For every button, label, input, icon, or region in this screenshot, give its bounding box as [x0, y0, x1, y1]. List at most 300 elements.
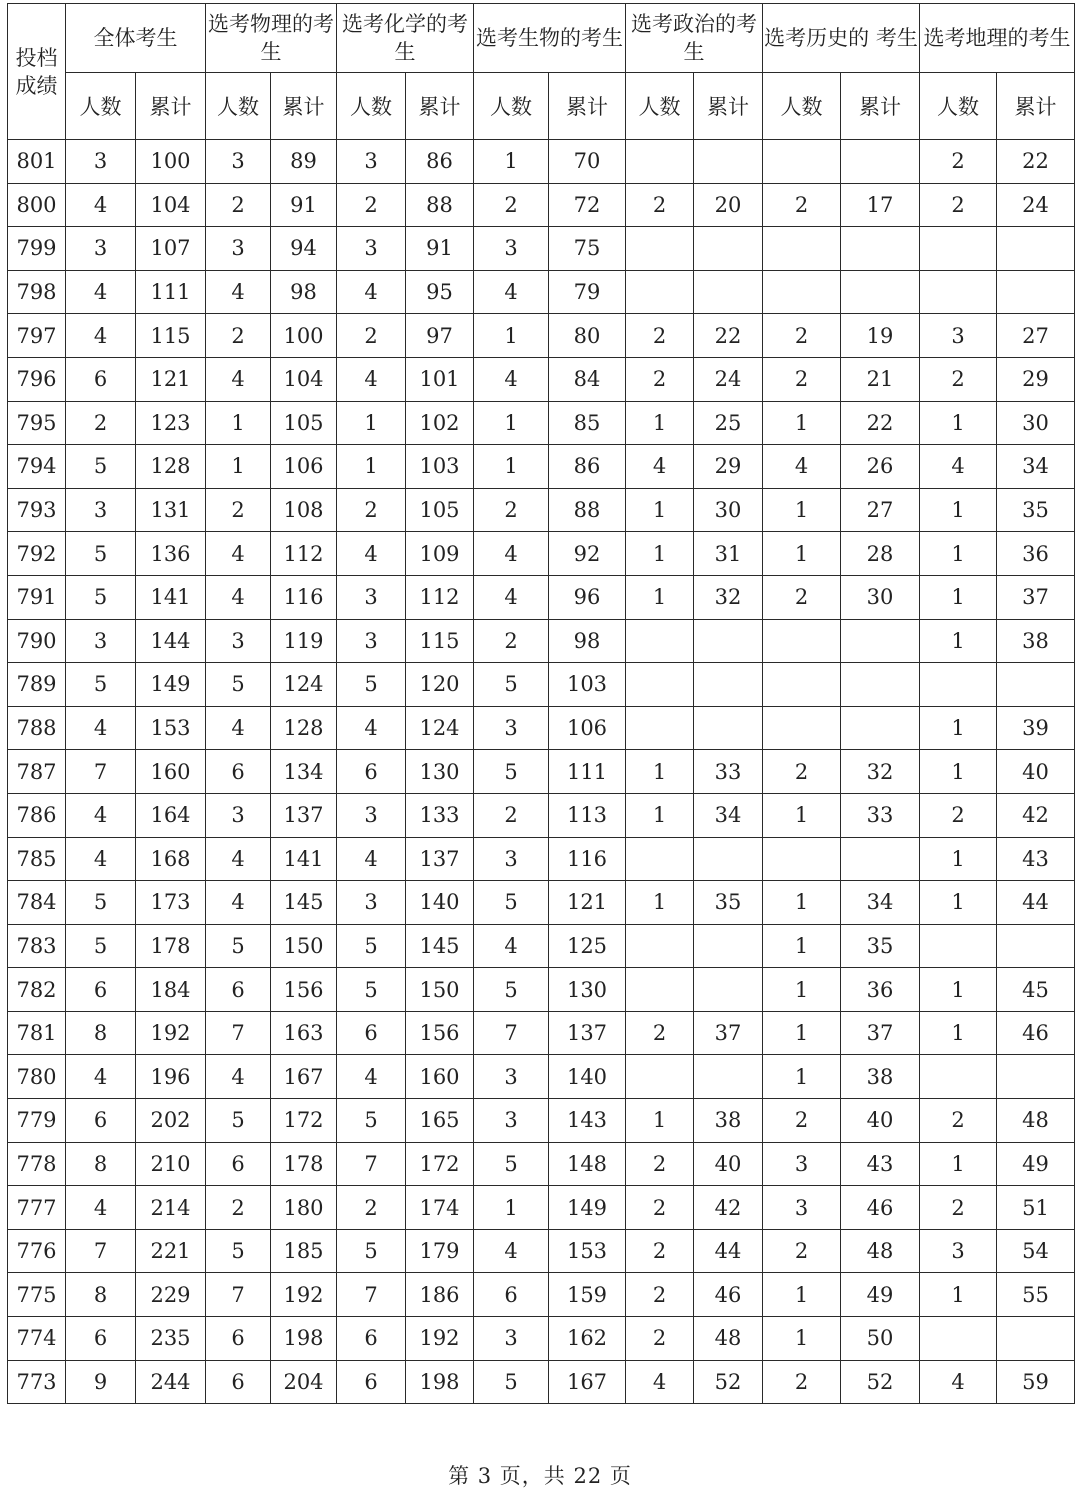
table-cell [694, 837, 763, 881]
table-cell: 128 [136, 445, 206, 489]
table-cell: 4 [337, 837, 406, 881]
table-cell: 150 [271, 924, 337, 968]
table-cell: 6 [337, 1011, 406, 1055]
table-cell: 172 [271, 1099, 337, 1143]
table-cell: 6 [474, 1273, 549, 1317]
score-cell: 787 [8, 750, 66, 794]
table-cell: 37 [694, 1011, 763, 1055]
table-cell: 6 [337, 750, 406, 794]
header-count: 人数 [474, 73, 549, 140]
table-cell: 49 [997, 1142, 1075, 1186]
table-cell: 30 [841, 575, 920, 619]
table-cell: 1 [763, 488, 841, 532]
table-cell: 26 [841, 445, 920, 489]
table-cell: 85 [549, 401, 626, 445]
table-cell: 36 [841, 968, 920, 1012]
table-cell: 202 [136, 1099, 206, 1143]
table-cell: 22 [694, 314, 763, 358]
table-cell: 106 [549, 706, 626, 750]
table-cell: 27 [997, 314, 1075, 358]
table-cell: 86 [549, 445, 626, 489]
table-cell: 4 [206, 357, 271, 401]
table-row [8, 1011, 1075, 1055]
table-cell: 7 [337, 1142, 406, 1186]
table-cell: 88 [406, 183, 474, 227]
table-cell: 20 [694, 183, 763, 227]
table-cell: 5 [474, 881, 549, 925]
table-cell [920, 1317, 997, 1361]
score-cell: 797 [8, 314, 66, 358]
table-cell: 6 [66, 357, 136, 401]
table-cell: 124 [406, 706, 474, 750]
table-cell: 214 [136, 1186, 206, 1230]
table-cell: 3 [66, 619, 136, 663]
table-cell: 1 [337, 401, 406, 445]
table-cell: 32 [841, 750, 920, 794]
table-cell: 3 [763, 1142, 841, 1186]
table-cell: 54 [997, 1229, 1075, 1273]
table-cell: 123 [136, 401, 206, 445]
score-cell: 786 [8, 793, 66, 837]
table-cell [763, 227, 841, 271]
table-cell: 108 [271, 488, 337, 532]
table-cell: 4 [66, 706, 136, 750]
table-cell: 180 [271, 1186, 337, 1230]
table-cell: 5 [206, 1099, 271, 1143]
table-cell: 2 [920, 183, 997, 227]
table-cell: 5 [66, 532, 136, 576]
table-cell: 1 [920, 1011, 997, 1055]
header-group-all: 全体考生 [66, 4, 206, 73]
score-cell: 773 [8, 1360, 66, 1404]
table-row [8, 357, 1075, 401]
table-cell: 167 [271, 1055, 337, 1099]
table-cell: 2 [920, 140, 997, 184]
table-cell: 4 [206, 270, 271, 314]
table-cell: 133 [406, 793, 474, 837]
table-cell: 7 [337, 1273, 406, 1317]
table-cell: 1 [337, 445, 406, 489]
table-cell [841, 227, 920, 271]
table-cell [920, 227, 997, 271]
table-cell: 35 [997, 488, 1075, 532]
table-cell: 162 [549, 1317, 626, 1361]
table-cell [626, 924, 694, 968]
table-cell: 30 [694, 488, 763, 532]
table-cell: 1 [920, 1273, 997, 1317]
score-cell: 790 [8, 619, 66, 663]
table-row [8, 270, 1075, 314]
table-cell: 33 [841, 793, 920, 837]
header-group-physics: 选考物理的考生 [206, 4, 337, 73]
table-cell: 34 [841, 881, 920, 925]
table-cell: 9 [66, 1360, 136, 1404]
table-row [8, 1055, 1075, 1099]
table-cell: 160 [406, 1055, 474, 1099]
table-row [8, 227, 1075, 271]
table-cell: 32 [694, 575, 763, 619]
table-cell: 235 [136, 1317, 206, 1361]
table-cell: 2 [206, 183, 271, 227]
score-cell: 795 [8, 401, 66, 445]
header-group-geography: 选考地理的考生 [920, 4, 1075, 73]
score-cell: 784 [8, 881, 66, 925]
score-cell: 799 [8, 227, 66, 271]
table-cell: 4 [763, 445, 841, 489]
score-cell: 789 [8, 663, 66, 707]
score-cell: 783 [8, 924, 66, 968]
table-cell: 39 [997, 706, 1075, 750]
score-cell: 796 [8, 357, 66, 401]
table-cell [694, 619, 763, 663]
table-cell: 1 [763, 924, 841, 968]
table-cell: 50 [841, 1317, 920, 1361]
table-row [8, 445, 1075, 489]
table-cell: 131 [136, 488, 206, 532]
table-cell: 48 [841, 1229, 920, 1273]
table-cell: 192 [406, 1317, 474, 1361]
table-cell: 1 [920, 968, 997, 1012]
table-cell: 130 [549, 968, 626, 1012]
header-group-biology: 选考生物的考生 [474, 4, 626, 73]
table-cell: 4 [337, 706, 406, 750]
table-cell: 4 [337, 357, 406, 401]
table-cell: 30 [997, 401, 1075, 445]
table-cell: 4 [206, 837, 271, 881]
table-row [8, 881, 1075, 925]
table-cell: 3 [206, 227, 271, 271]
table-cell: 5 [206, 663, 271, 707]
table-cell: 5 [337, 1099, 406, 1143]
table-cell: 185 [271, 1229, 337, 1273]
table-cell [841, 706, 920, 750]
table-row [8, 488, 1075, 532]
table-cell [694, 227, 763, 271]
table-cell: 196 [136, 1055, 206, 1099]
table-cell [841, 619, 920, 663]
table-cell: 22 [997, 140, 1075, 184]
table-cell [626, 227, 694, 271]
table-cell: 1 [920, 706, 997, 750]
table-cell: 21 [841, 357, 920, 401]
table-header [8, 4, 1075, 140]
table-cell: 79 [549, 270, 626, 314]
table-cell: 192 [271, 1273, 337, 1317]
table-cell: 4 [474, 924, 549, 968]
table-cell: 116 [549, 837, 626, 881]
table-cell: 80 [549, 314, 626, 358]
table-cell: 4 [474, 575, 549, 619]
table-cell: 128 [271, 706, 337, 750]
table-row [8, 532, 1075, 576]
table-cell: 120 [406, 663, 474, 707]
table-cell: 1 [626, 575, 694, 619]
table-cell: 134 [271, 750, 337, 794]
header-cumulative: 累计 [549, 73, 626, 140]
table-cell: 37 [997, 575, 1075, 619]
table-cell: 1 [920, 575, 997, 619]
table-cell: 1 [763, 1055, 841, 1099]
table-cell: 6 [206, 1360, 271, 1404]
header-count: 人数 [920, 73, 997, 140]
table-cell: 2 [337, 1186, 406, 1230]
table-cell: 72 [549, 183, 626, 227]
table-row [8, 968, 1075, 1012]
table-row [8, 793, 1075, 837]
table-cell: 2 [206, 1186, 271, 1230]
table-cell: 5 [66, 663, 136, 707]
table-cell: 137 [406, 837, 474, 881]
table-cell: 8 [66, 1273, 136, 1317]
table-cell: 95 [406, 270, 474, 314]
table-cell: 5 [474, 1360, 549, 1404]
table-cell: 88 [549, 488, 626, 532]
table-cell: 4 [66, 1186, 136, 1230]
table-cell [694, 924, 763, 968]
table-cell: 156 [406, 1011, 474, 1055]
table-cell: 4 [66, 314, 136, 358]
table-cell [920, 270, 997, 314]
table-cell: 52 [841, 1360, 920, 1404]
table-cell: 4 [920, 1360, 997, 1404]
table-cell [626, 706, 694, 750]
table-cell: 89 [271, 140, 337, 184]
table-cell: 4 [206, 706, 271, 750]
table-cell: 5 [474, 968, 549, 1012]
table-cell: 163 [271, 1011, 337, 1055]
page-footer: 第 3 页，共 22 页 [448, 1464, 632, 1488]
table-cell: 221 [136, 1229, 206, 1273]
table-cell: 2 [763, 1229, 841, 1273]
table-cell: 6 [206, 968, 271, 1012]
score-cell: 778 [8, 1142, 66, 1186]
table-row [8, 314, 1075, 358]
table-cell [626, 968, 694, 1012]
table-cell: 6 [206, 1142, 271, 1186]
table-row [8, 706, 1075, 750]
table-cell: 2 [763, 750, 841, 794]
table-cell: 96 [549, 575, 626, 619]
table-cell [626, 837, 694, 881]
table-cell: 6 [206, 1317, 271, 1361]
table-cell: 1 [920, 488, 997, 532]
table-cell: 7 [206, 1273, 271, 1317]
table-cell: 38 [841, 1055, 920, 1099]
score-cell: 788 [8, 706, 66, 750]
table-cell: 5 [66, 881, 136, 925]
table-cell [763, 663, 841, 707]
table-cell: 115 [406, 619, 474, 663]
table-cell: 6 [337, 1360, 406, 1404]
table-row [8, 575, 1075, 619]
table-cell: 159 [549, 1273, 626, 1317]
table-row [8, 1099, 1075, 1143]
table-cell: 3 [474, 1099, 549, 1143]
table-cell: 5 [337, 968, 406, 1012]
table-cell: 7 [66, 750, 136, 794]
table-cell: 36 [997, 532, 1075, 576]
table-cell: 25 [694, 401, 763, 445]
table-cell: 6 [66, 1099, 136, 1143]
header-cumulative: 累计 [136, 73, 206, 140]
table-cell: 119 [271, 619, 337, 663]
table-cell [841, 140, 920, 184]
table-cell: 141 [271, 837, 337, 881]
table-cell: 2 [626, 1229, 694, 1273]
score-cell: 776 [8, 1229, 66, 1273]
table-cell: 1 [763, 793, 841, 837]
header-sub-row [8, 73, 1075, 140]
table-cell [626, 270, 694, 314]
table-cell: 1 [763, 881, 841, 925]
table-cell [841, 837, 920, 881]
table-cell: 5 [206, 1229, 271, 1273]
table-cell: 2 [626, 1142, 694, 1186]
table-cell: 160 [136, 750, 206, 794]
table-cell: 198 [406, 1360, 474, 1404]
table-cell: 1 [206, 445, 271, 489]
header-cumulative: 累计 [841, 73, 920, 140]
table-cell: 168 [136, 837, 206, 881]
score-cell: 801 [8, 140, 66, 184]
table-cell: 2 [626, 357, 694, 401]
table-cell: 70 [549, 140, 626, 184]
table-cell: 3 [337, 227, 406, 271]
table-cell: 1 [763, 1011, 841, 1055]
table-cell: 29 [694, 445, 763, 489]
table-cell: 7 [66, 1229, 136, 1273]
table-cell: 1 [626, 401, 694, 445]
table-cell [997, 1055, 1075, 1099]
table-cell: 148 [549, 1142, 626, 1186]
table-cell: 44 [694, 1229, 763, 1273]
table-cell [763, 270, 841, 314]
table-row [8, 837, 1075, 881]
table-cell [694, 663, 763, 707]
table-cell: 173 [136, 881, 206, 925]
table-cell: 5 [66, 445, 136, 489]
table-row [8, 183, 1075, 227]
table-cell [694, 968, 763, 1012]
table-cell: 104 [271, 357, 337, 401]
table-row [8, 1317, 1075, 1361]
table-cell: 100 [136, 140, 206, 184]
table-cell: 101 [406, 357, 474, 401]
table-cell: 4 [206, 532, 271, 576]
score-cell: 774 [8, 1317, 66, 1361]
table-cell: 172 [406, 1142, 474, 1186]
table-cell [626, 663, 694, 707]
table-cell [920, 663, 997, 707]
table-cell: 103 [406, 445, 474, 489]
table-cell: 167 [549, 1360, 626, 1404]
score-cell: 792 [8, 532, 66, 576]
table-cell: 4 [337, 270, 406, 314]
header-count: 人数 [206, 73, 271, 140]
table-row [8, 140, 1075, 184]
table-cell: 137 [549, 1011, 626, 1055]
table-cell [763, 837, 841, 881]
table-cell: 210 [136, 1142, 206, 1186]
table-cell: 52 [694, 1360, 763, 1404]
table-cell: 102 [406, 401, 474, 445]
table-cell: 137 [271, 793, 337, 837]
table-cell: 33 [694, 750, 763, 794]
table-cell: 3 [337, 881, 406, 925]
table-cell: 40 [841, 1099, 920, 1143]
table-cell: 2 [474, 619, 549, 663]
table-cell: 35 [694, 881, 763, 925]
header-count: 人数 [626, 73, 694, 140]
table-cell: 156 [271, 968, 337, 1012]
header-group-history: 选考历史的 考生 [763, 4, 920, 73]
table-cell: 3 [920, 314, 997, 358]
table-cell: 1 [763, 532, 841, 576]
table-cell: 5 [337, 924, 406, 968]
score-cell: 794 [8, 445, 66, 489]
header-count: 人数 [66, 73, 136, 140]
table-cell: 5 [474, 663, 549, 707]
table-cell: 1 [626, 750, 694, 794]
table-cell [841, 270, 920, 314]
table-cell: 106 [271, 445, 337, 489]
score-cell: 793 [8, 488, 66, 532]
table-cell: 164 [136, 793, 206, 837]
table-cell: 2 [626, 1317, 694, 1361]
table-cell: 2 [763, 314, 841, 358]
header-count: 人数 [337, 73, 406, 140]
table-cell: 1 [763, 1273, 841, 1317]
table-cell: 91 [406, 227, 474, 271]
table-cell: 153 [549, 1229, 626, 1273]
table-cell: 6 [206, 750, 271, 794]
table-cell: 4 [206, 1055, 271, 1099]
table-cell: 112 [406, 575, 474, 619]
table-cell: 111 [136, 270, 206, 314]
table-cell [997, 227, 1075, 271]
table-cell: 3 [337, 619, 406, 663]
table-cell: 179 [406, 1229, 474, 1273]
header-score-column: 投档成绩 [8, 4, 66, 140]
table-cell: 97 [406, 314, 474, 358]
table-cell: 2 [763, 1099, 841, 1143]
table-cell [626, 140, 694, 184]
table-cell: 116 [271, 575, 337, 619]
table-cell: 3 [763, 1186, 841, 1230]
table-cell [763, 706, 841, 750]
table-cell: 4 [626, 445, 694, 489]
table-cell: 3 [206, 793, 271, 837]
table-cell: 2 [920, 793, 997, 837]
table-cell: 104 [136, 183, 206, 227]
table-cell: 136 [136, 532, 206, 576]
table-cell: 6 [337, 1317, 406, 1361]
table-cell: 150 [406, 968, 474, 1012]
table-cell: 43 [841, 1142, 920, 1186]
table-cell: 1 [474, 140, 549, 184]
score-cell: 780 [8, 1055, 66, 1099]
table-cell: 103 [549, 663, 626, 707]
table-cell: 5 [474, 1142, 549, 1186]
table-cell: 5 [474, 750, 549, 794]
table-cell: 24 [694, 357, 763, 401]
table-cell: 1 [920, 837, 997, 881]
table-cell: 111 [549, 750, 626, 794]
header-cumulative: 累计 [997, 73, 1075, 140]
table-body [8, 140, 1075, 1404]
table-cell: 105 [271, 401, 337, 445]
table-cell: 4 [66, 793, 136, 837]
